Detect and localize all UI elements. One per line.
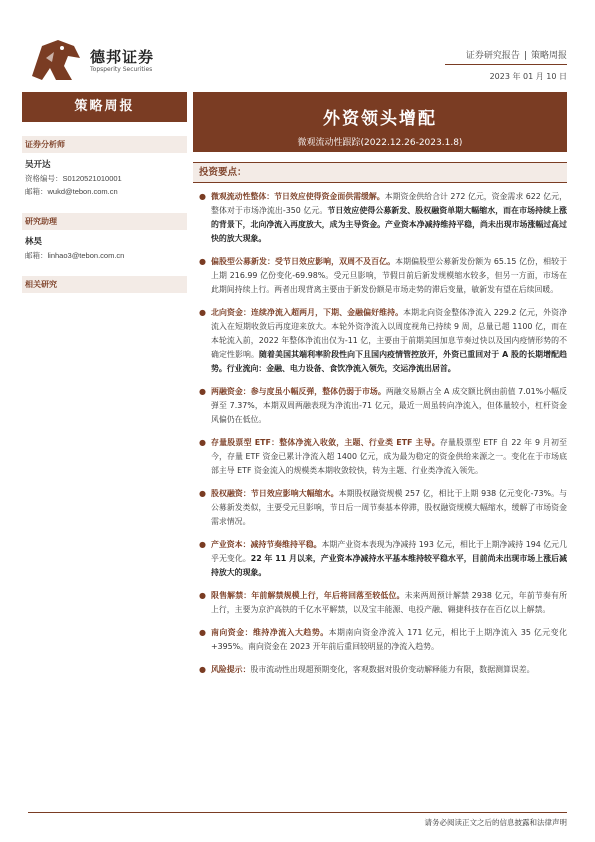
assistant-email bbox=[22, 250, 187, 261]
key-point-em: 节日效应使得公募新发、股权融资单期大幅缩水，而在市场持续上涨的背景下，北向净流入再度放大，成为主导资金。产业资本净减持维持平稳，尚未出现市场涨幅过高过快的放大现象。 bbox=[211, 206, 567, 243]
key-point-text: 本期产业资本表现为净减持 193 亿元，相比于上期净减持 194 亿元几乎无变化。 bbox=[211, 540, 567, 563]
header-divider bbox=[445, 64, 567, 65]
bullet-icon: ● bbox=[199, 628, 206, 637]
bullet-icon: ● bbox=[199, 257, 206, 266]
key-point-item bbox=[193, 306, 567, 376]
key-point-item bbox=[193, 385, 567, 427]
analyst-heading: 证券分析师 bbox=[22, 136, 187, 153]
brand-english-name: Topsperity Securities bbox=[90, 66, 153, 73]
key-point-em: 随着美国其端利率阶段性向下且国内疫情管控放开，外资已重回对于 A 股的长期增配趋势。行业流向：金融、电力设备、食饮净流入领先，交运净流出居首。 bbox=[211, 350, 567, 373]
key-point-lead: 股权融资：节日效应影响大幅缩水。 bbox=[211, 489, 339, 498]
key-point-text: 本期北向资金整体净流入 229.2 亿元，外资净流入在短期收敛后再度迎来放大。本轮外资净流入以周度视角已持续 9 周，总量已超 1100 亿，而在本轮流入前，2022 年整体净流出仅为-11 亿，主要由于前期美国加息节奏过快以及国内疫情形势的不确定性影响。 bbox=[211, 308, 567, 359]
key-point-item bbox=[193, 589, 567, 617]
assistant-email-label: 邮箱： bbox=[25, 251, 48, 260]
key-point-text: 存量股票型 ETF 自 22 年 9 月初至今，存量 ETF 资金已累计净流入超 1400 亿元，成为最为稳定的资金供给来源之一。变化在于市场底部主导 ETF 资金流入的规模类本期收敛较快，转为主题、行业类净流入领先。 bbox=[211, 438, 567, 475]
bullet-icon: ● bbox=[199, 489, 206, 498]
key-point-text: 本期南向资金净流入 171 亿元，相比于上期净流入 35 亿元变化+395%。南向资金在 2023 开年前后重回较明显的净流入趋势。 bbox=[211, 628, 567, 651]
key-point-lead: 存量股票型 ETF：整体净流入收敛，主题、行业类 ETF 主导。 bbox=[211, 438, 440, 447]
bullet-icon: ● bbox=[199, 192, 206, 201]
key-point-item bbox=[193, 487, 567, 529]
title-band bbox=[193, 92, 567, 152]
doc-type-report: 证券研究报告 bbox=[465, 51, 520, 61]
sidebar-band-label: 策略周报 bbox=[22, 92, 187, 122]
key-point-lead: 北向资金：连续净流入超两月，下期、金融偏好维持。 bbox=[211, 308, 404, 317]
analyst-email bbox=[22, 186, 187, 197]
brand-name: 德邦证券 bbox=[90, 48, 155, 66]
assistant-name: 林昊 bbox=[25, 237, 43, 247]
key-points-heading: 投资要点： bbox=[193, 162, 567, 182]
key-point-lead: 限售解禁：年前解禁规模上行，年后将回落至较低位。 bbox=[211, 591, 405, 600]
key-points-list bbox=[193, 190, 567, 686]
analyst-section bbox=[22, 136, 187, 199]
related-research-heading: 相关研究 bbox=[22, 276, 187, 293]
bullet-icon: ● bbox=[199, 665, 206, 674]
report-subtitle: 微观流动性跟踪(2022.12.26-2023.1.8) bbox=[297, 138, 463, 148]
footer-divider bbox=[28, 812, 567, 813]
assistant-heading: 研究助理 bbox=[22, 213, 187, 230]
assistant-email-link[interactable]: linhao3@tebon.com.cn bbox=[47, 251, 125, 260]
key-point-text: 未来两周预计解禁 2938 亿元，年前节奏有所上行，主要为京沪高铁的千亿水平解禁，以及宝丰能源、电投产融、翱捷科技存在百亿以上解禁。 bbox=[211, 591, 567, 614]
key-point-item bbox=[193, 255, 567, 297]
assistant-section bbox=[22, 213, 187, 263]
key-point-lead: 产业资本：减持节奏维持平稳。 bbox=[211, 540, 322, 549]
key-point-lead: 风险提示： bbox=[211, 665, 251, 674]
analyst-email-link[interactable]: wukd@tebon.com.cn bbox=[47, 187, 118, 196]
document-type bbox=[466, 48, 567, 61]
key-points-divider bbox=[193, 182, 567, 183]
analyst-license bbox=[22, 173, 187, 184]
key-point-em: 22 年 11 月以来，产业资本净减持水平基本维持较平稳水平，目前尚未出现市场上涨后减持放大的现象。 bbox=[211, 554, 567, 577]
analyst-name: 吴开达 bbox=[25, 160, 51, 170]
analyst-email-label: 邮箱： bbox=[25, 187, 48, 196]
analyst-license-value: S0120521010001 bbox=[62, 174, 122, 183]
bullet-icon: ● bbox=[199, 591, 206, 600]
key-point-lead: 南向资金：维持净流入大趋势。 bbox=[211, 628, 329, 637]
doc-type-separator: | bbox=[523, 51, 527, 61]
key-point-item bbox=[193, 190, 567, 246]
key-point-text: 股市流动性出现超预期变化，客观数据对股价变动解释能力有限，数据测算误差。 bbox=[250, 665, 535, 674]
key-point-text: 本期股权融资规模 257 亿，相比于上期 938 亿元变化-73%。与公募新发类似，主要受元旦影响，节日后一周节奏基本停滞，股权融资规模大幅缩水，缓解了市场资金需求情况。 bbox=[211, 489, 567, 526]
doc-type-weekly: 策略周报 bbox=[530, 51, 567, 61]
bullet-icon: ● bbox=[199, 438, 206, 447]
key-point-text: 两融交易额占全 A 成交额比例由前值 7.01%小幅反弹至 7.37%，本期双周两融表现为净流出-71 亿元，最近一周虽转向净流入，但体量较小，杠杆资金风偏仍在低位。 bbox=[211, 387, 567, 424]
key-point-text: 本期偏股型公募新发份额为 65.15 亿份，相较于上期 216.99 亿份变化-69.98%。受元旦影响，节假日前后新发规模缩水较多，但另一方面，市场在此期间持续上行。两者出现背离主要由于新发份额是市场走势的滞后变量，敏新发有望在后续回暖。 bbox=[211, 257, 567, 294]
report-title: 外资领头增配 bbox=[323, 109, 437, 129]
key-point-item bbox=[193, 626, 567, 654]
key-point-text: 本期资金供给合计 272 亿元，资金需求 622 亿元，整体对于市场净流出-350 亿元。 bbox=[211, 192, 567, 215]
key-point-lead: 微观流动性整体：节日效应使得资金面供需缓解。 bbox=[211, 192, 385, 201]
bullet-icon: ● bbox=[199, 387, 206, 396]
company-logo bbox=[28, 36, 84, 84]
footer-disclaimer: 请务必阅读正文之后的信息披露和法律声明 bbox=[424, 818, 567, 827]
key-point-lead: 偏股型公募新发：受节日效应影响，双周不及百亿。 bbox=[211, 257, 396, 266]
key-point-item bbox=[193, 538, 567, 580]
analyst-license-label: 资格编号： bbox=[25, 174, 63, 183]
bullet-icon: ● bbox=[199, 308, 206, 317]
key-point-item bbox=[193, 663, 567, 677]
related-research-section bbox=[22, 276, 187, 298]
bullet-icon: ● bbox=[199, 540, 206, 549]
key-point-lead: 两融资金：参与度虽小幅反弹，整体仍弱于市场。 bbox=[211, 387, 386, 396]
key-point-item bbox=[193, 436, 567, 478]
report-date: 2023 年 01 月 10 日 bbox=[489, 72, 567, 81]
